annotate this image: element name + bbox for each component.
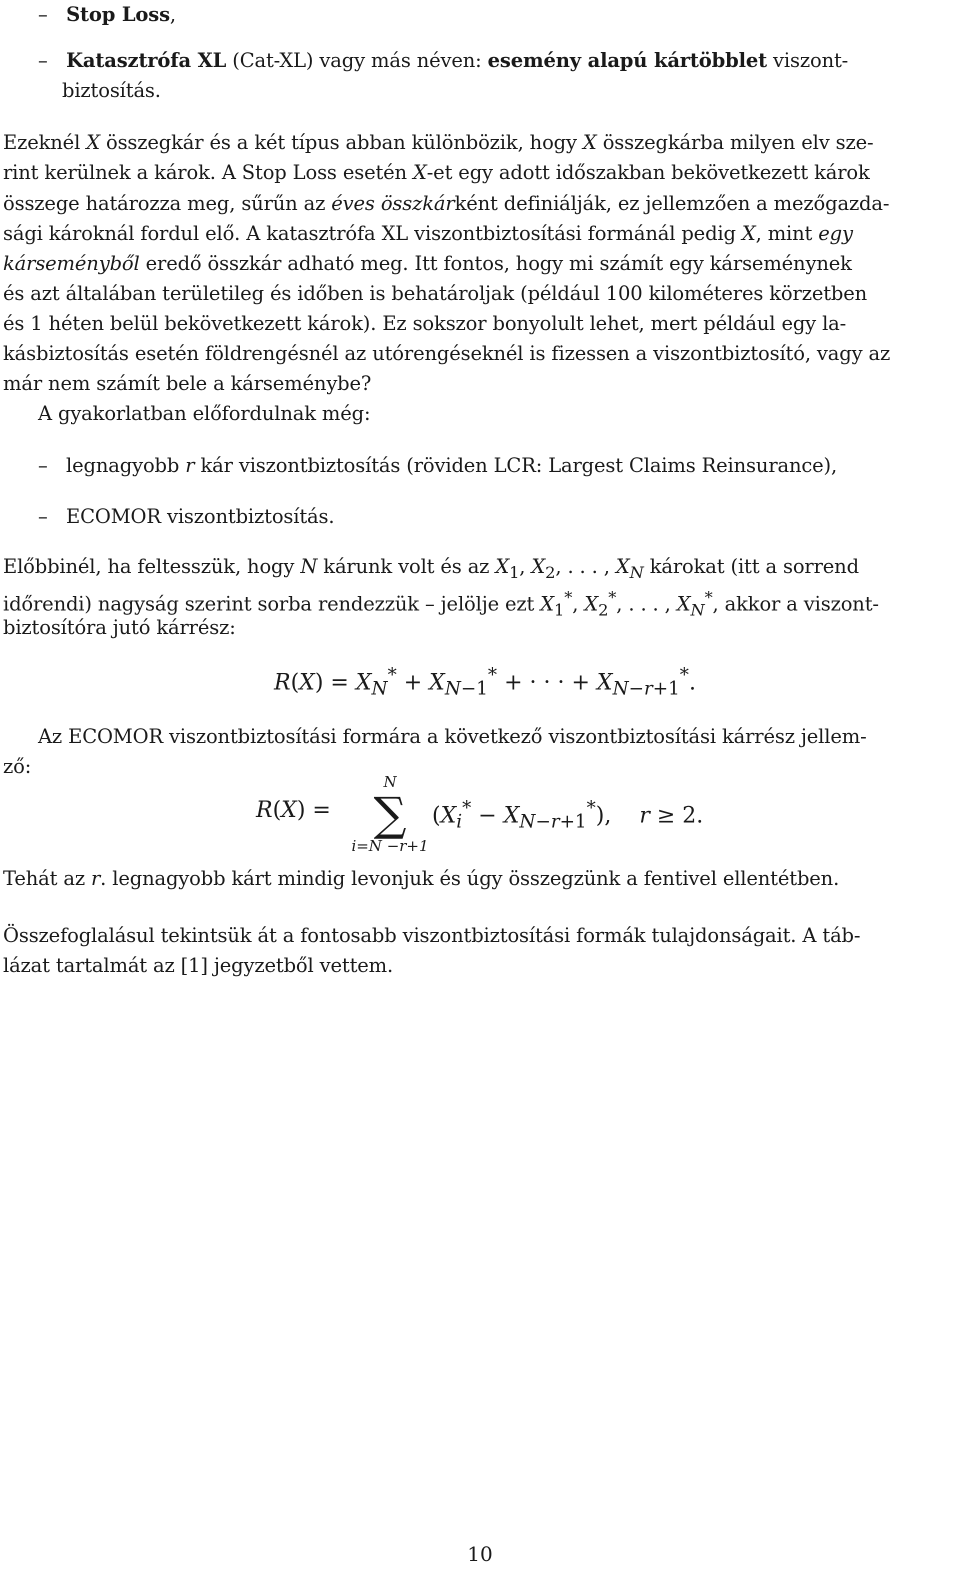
text-line: biztosítóra jutó kárrész: (3, 616, 236, 639)
page-number: 10 (467, 1542, 493, 1566)
bullet-stop-loss: – Stop Loss, (38, 3, 176, 26)
text-line: A gyakorlatban előfordulnak még: (38, 402, 371, 425)
text-line: biztosítás. (62, 79, 161, 102)
text-line: és azt általában területileg és időben is behatároljak (például 100 kilométeres körzetben (3, 282, 868, 305)
text-line: kásbiztosítás esetén földrengésnél az utórengéseknél is fizessen a viszontbiztosító, vagy az (3, 342, 891, 365)
bullet-cat-xl: – Katasztrófa XL (Cat-XL) vagy más néven: esemény alapú kártöbblet viszont- (38, 49, 849, 72)
text-line: Összefoglalásul tekintsük át a fontosabb viszontbiztosítási formák tulajdonságait. A táb- (3, 924, 861, 947)
text-line: ző: (3, 755, 32, 778)
text-line: már nem számít bele a kárseménybe? (3, 372, 372, 395)
text-line: időrendi) nagyság szerint sorba rendezzük – jelölje ezt $X_1^*$, $X_2^*$, . . . , $X_N^*$, akkor a viszont- (3, 588, 879, 620)
bullet-lcr: – legnagyobb r kár viszontbiztosítás (röviden LCR: Largest Claims Reinsurance), (38, 454, 838, 477)
text-line: sági károknál fordul elő. A katasztrófa XL viszontbiztosítási formánál pedig X, mint egy (3, 222, 853, 245)
text-line: és 1 héten belül bekövetkezett károk). Ez sokszor bonyolult lehet, mert például egy la- (3, 312, 847, 335)
text-line: Ezeknél X összegkár és a két típus abban különbözik, hogy X összegkárba milyen elv sze- (3, 131, 874, 154)
summation (340, 773, 440, 855)
text-line: Tehát az r. legnagyobb kárt mindig levonjuk és úgy összegzünk a fentivel ellentétben. (3, 867, 840, 890)
equation-ecomor-lhs: R(X) = (256, 798, 331, 823)
sum-symbol: ∑ (373, 787, 407, 841)
equation-ecomor-body: $(X_i^* - X_{N-r+1}^*)$, r ≥ 2. (432, 798, 704, 833)
sum-lower-limit: i=N −r+1 (351, 837, 429, 855)
sum-upper-limit: N (383, 773, 397, 791)
bullet-ecomor: – ECOMOR viszontbiztosítás. (38, 505, 335, 528)
text-line: rint kerülnek a károk. A Stop Loss esetén X-et egy adott időszakban bekövetkezett károk (3, 161, 870, 184)
text-line: kárseményből eredő összkár adható meg. Itt fontos, hogy mi számít egy kárseménynek (3, 252, 852, 275)
equation-lcr: $R(X) = X_N^* + X_{N-1}^*$ + · · · + $X_{N-r+1}^*$. (274, 665, 696, 700)
text-line: összege határozza meg, sűrűn az éves összkárként definiálják, ez jellemzően a mezőgazda- (3, 192, 890, 215)
text-line: Előbbinél, ha feltesszük, hogy N kárunk volt és az $X_1$, $X_2$, . . . , $X_N$ károkat (itt a sorrend (3, 555, 859, 582)
text-line: lázat tartalmát az [1] jegyzetből vettem. (3, 954, 394, 977)
text-line: Az ECOMOR viszontbiztosítási formára a következő viszontbiztosítási kárrész jellem- (38, 725, 867, 748)
